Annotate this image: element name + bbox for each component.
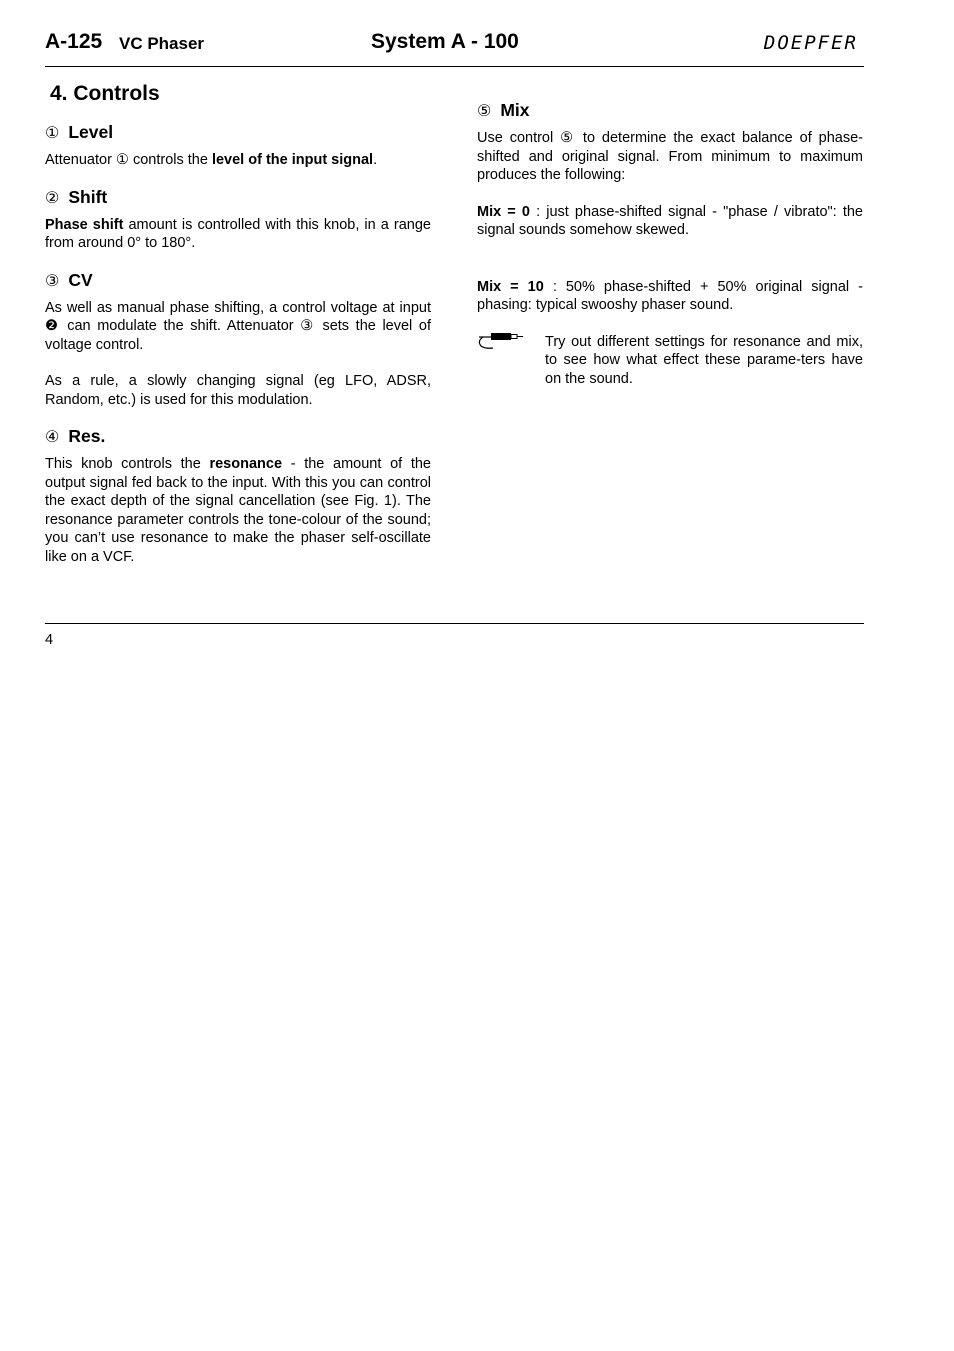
level-number: ① [45,125,60,142]
tip-text: Try out different settings for resonance and mix, to see how what effect these parame-ters have on the sound. [545,333,863,387]
page-number: 4 [45,632,54,648]
res-bold: resonance [209,456,283,472]
mix-10-label: Mix = 10 [477,278,544,295]
cv-title: CV [68,269,93,290]
mix-heading [477,100,863,121]
patch-cable-icon [477,331,525,353]
mix-intro: Use control ⑤ to determine the exact balance of phase-shifted and original signal. From minimum to maximum produces the following: [477,130,863,183]
cv-paragraph-1: As well as manual phase shifting, a control voltage at input ❷ can modulate the shift. Attenuator ③ sets the level of voltage control. [45,299,431,353]
tip-note [477,333,863,389]
shift-heading [45,187,431,208]
res-title: Res. [68,426,106,446]
cv-paragraph-2: As a rule, a slowly changing signal (eg LFO, ADSR, Random, etc.) is used for this modulation. [45,373,431,408]
mix-0-label: Mix = 0 [477,203,530,220]
module-name: VC Phaser [119,34,205,53]
level-text: Attenuator ① controls the [45,152,212,168]
res-heading [45,426,431,447]
shift-text: amount is controlled with this knob, in a range from around 0° to 180°. [45,216,431,251]
level-bold: level of the input signal [211,152,374,168]
res-number: ④ [45,429,60,446]
shift-bold: Phase shift [45,216,124,233]
footer-divider [45,623,864,624]
page-header [45,30,864,67]
level-title: Level [68,122,114,142]
mix-10-text: : 50% phase-shifted + 50% original signal - phasing: typical swooshy phaser sound. [477,278,864,313]
cv-heading [45,270,431,291]
system-title: System A - 100 [371,30,519,53]
mix-0-text: : just phase-shifted signal - "phase / vibrato": the signal sounds somehow skewed. [477,203,863,238]
res-text: This knob controls the [45,456,210,472]
right-column [477,100,863,388]
cv-number: ③ [45,272,60,290]
mix-number: ⑤ [477,103,492,120]
level-text-end: . [373,152,378,168]
module-number: A-125 [45,30,103,53]
shift-title: Shift [68,186,108,207]
res-description [45,455,431,566]
brand-logo: DOEPFER [763,32,858,54]
mix-title: Mix [500,100,530,120]
left-column [45,82,431,566]
shift-number: ② [45,189,60,207]
level-heading [45,122,431,143]
mix-0-description [477,203,863,240]
mix-10-description [477,278,863,315]
shift-description [45,216,431,253]
section-title: 4. Controls [50,82,160,105]
level-description [45,151,431,170]
res-text-end: - the amount of the output signal fed back to the input. With this you can control the exact depth of the signal cancellation (see Fig. 1). The resonance parameter controls the tone-colour of the sound; you can’t use resonance to make the phaser self-oscillate like on a VCF. [45,456,431,565]
